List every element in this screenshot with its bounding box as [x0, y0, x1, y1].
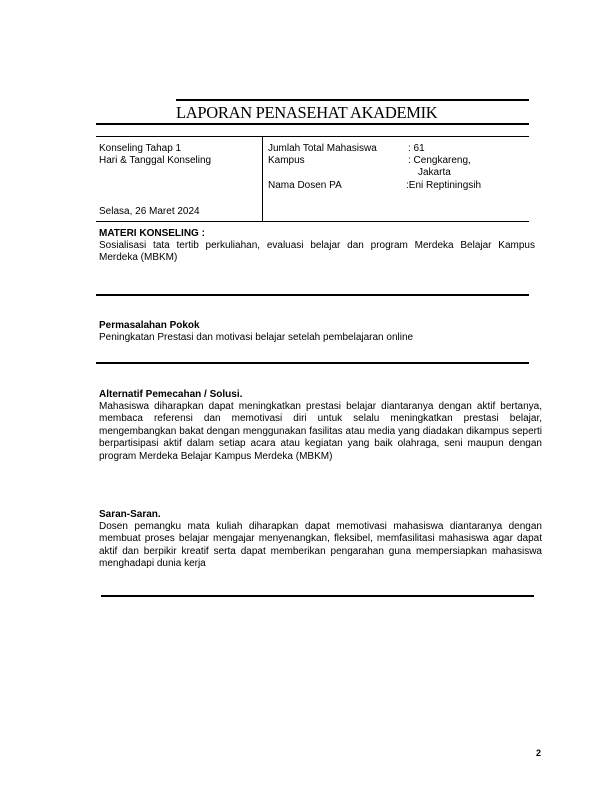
info-box-divider [262, 136, 263, 222]
info-box-top [96, 136, 529, 137]
section-rule-2 [96, 362, 529, 364]
permasalahan-heading: Permasalahan Pokok [99, 320, 200, 331]
campus-value: : Cengkareng, [408, 155, 471, 166]
saran-text: Dosen pemangku mata kuliah diharapkan dapat memotivasi mahasiswa diantaranya dengan membuat proses belajar mengajar menyenangkan, fleksibel, memfasilitasi mahasiswa agar dapat aktif dan berpikir kreatif serta dapat memberikan pengarahan guna mempersiapkan mahasiswa menghadapi dunia kerja [99, 521, 542, 570]
materi-text: Sosialisasi tata tertib perkuliahan, evaluasi belajar dan program Merdeka Belajar Kampus Merdeka (MBKM) [99, 240, 535, 264]
session-label: Konseling Tahap 1 [99, 143, 182, 154]
page-number: 2 [536, 748, 542, 758]
total-students-value: : 61 [408, 143, 425, 154]
alternatif-text: Mahasiswa diharapkan dapat meningkatkan prestasi belajar diantaranya dengan aktif bertanya, membaca referensi dan memotivasi diri untuk selalu meningkatkan prestasi belajar, mengembangkan bakat dengan menggunakan fasilitas atau media yang diadakan dikampus seperti berpartisipasi aktif dalam setiap acara atau kegiatan yang baik olahraga, seni maupun dengan program Merdeka Belajar Kampus Merdeka (MBKM) [99, 401, 542, 462]
section-rule-3 [101, 595, 534, 597]
section-rule-1 [96, 294, 529, 296]
materi-heading: MATERI KONSELING : [99, 228, 205, 239]
day-date-label: Hari & Tanggal Konseling [99, 155, 212, 166]
title-rule-top [176, 99, 529, 101]
total-students-label: Jumlah Total Mahasiswa [268, 143, 377, 154]
permasalahan-text: Peningkatan Prestasi dan motivasi belajar setelah pembelajaran online [99, 332, 414, 343]
advisor-label: Nama Dosen PA [268, 180, 342, 191]
advisor-name: :Eni Reptiningsih [406, 180, 482, 191]
campus-label: Kampus [268, 155, 305, 166]
title-rule-bottom [96, 123, 529, 125]
report-title: LAPORAN PENASEHAT AKADEMIK [176, 103, 438, 122]
session-date: Selasa, 26 Maret 2024 [99, 206, 200, 217]
info-box-bottom [96, 221, 529, 222]
alternatif-heading: Alternatif Pemecahan / Solusi. [99, 389, 243, 400]
saran-heading: Saran-Saran. [99, 509, 161, 520]
campus-value-city: Jakarta [418, 167, 451, 178]
